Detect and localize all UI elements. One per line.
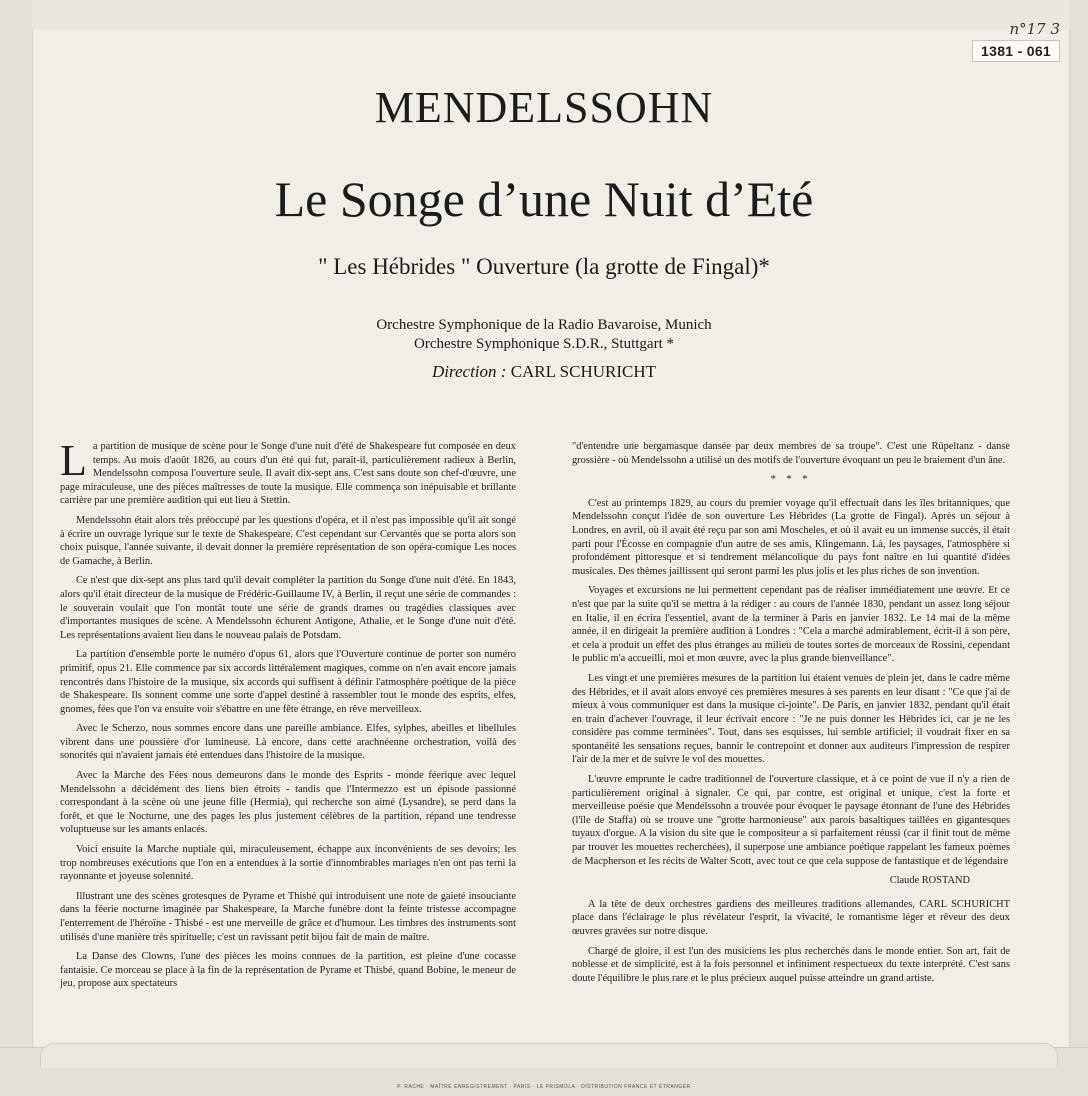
liner-paragraph: L'œuvre emprunte le cadre traditionnel de l'ouverture classique, et à ce point de vue il n'y a rien de particulièrement original à signaler. Ce qui, par contre, est original et unique, c'est la forte et merveilleuse poésie que Mendelssohn a trouvée pour évoquer le paysage étonnant de l'une des Hébrides (l'île de Staffa) où se trouve une "grotte harmonieuse" aux parois basaltiques taillées en gigantesques tuyaux d'orgue. A la vision du site que le compositeur a si parfaitement réussi (car il finit tout de même par trouver les mouettes recherchées), il superpose une ambiance poétique rappelant les fameux poèmes de Macpherson et les récits de Walter Scott, avec tout ce que cela suppose de fantastique et de légendaire xyxy=(572,774,1010,867)
orchestra-credits xyxy=(0,316,1088,354)
imprint-footer: P. RACHE · MAÎTRE ENREGISTREMENT · PARIS · LE PRISMOLA · DISTRIBUTION FRANCE ET ÉTRANGER xyxy=(397,1084,691,1090)
liner-paragraph: Les vingt et une premières mesures de la partition lui étaient venues de plein jet, dans le cadre même des Hébrides, et il avait alors envoyé ces premières mesures à ses parents en leur disant : "Ce que j'ai de mieux à vous communiquer est dans la musique ci-jointe". De Paris, en janvier 1832, pendant qu'il était en train d'achever l'ouvrage, il leur écrivait encore : "Je ne puis donner les Hébrides ici, car je ne les considère pas comme terminées". Tout, dans ses esquisses, lui semble artificiel; il voudrait fixer en sa spontanéité les sensations reçues, bannir le contrepoint et donner aux auditeurs l'impression de respirer l'air de la mer et de suivre le vol des mouettes. xyxy=(572,672,1010,766)
bio-paragraph: Chargé de gloire, il est l'un des musiciens les plus recherchés dans le monde entier. Son art, fait de noblesse et de simplicité, est à la fois personnel et infiniment respectueux du texte interprété. C'est sans doute l'équilibre le plus rare et le plus précieux auquel puisse atteindre un grand artiste. xyxy=(572,945,1010,984)
sleeve-right-edge xyxy=(1069,0,1088,1096)
sleeve-top-edge xyxy=(32,0,1070,30)
liner-paragraph: Voici ensuite la Marche nuptiale qui, miraculeusement, échappe aux inconvénients de ses devoirs; les trop nombreuses exécutions que l'on en a entendues à la sortie d'innombrables mariages n'en ont pas terni la rayonnante et joyeuse solennité. xyxy=(60,844,516,883)
handwritten-note: n°17 3 xyxy=(1009,20,1060,38)
liner-notes-right-column xyxy=(572,440,1010,1040)
liner-paragraph: "d'entendre une bergamasque dansée par deux membres de sa troupe". C'est une Rüpeltanz - danse grossière - où Mendelssohn a utilisé un des motifs de l'ouverture évoquant un peu le braiement d'un âne. xyxy=(572,441,1010,466)
liner-paragraph: Illustrant une des scènes grotesques de Pyrame et Thisbé qui introduisent une note de gaieté insouciante dans la féerie nocturne imaginée par Shakespeare, la Marche funèbre dont la feinte tristesse accompagne l'enterrement de l'héroïne - Thisbé - est une merveille de grâce et d'humour. Les timbres des instruments sont utilisés d'une manière très spirituelle; c'est un ravissant petit bijou fait de main de maître. xyxy=(60,890,516,943)
liner-paragraph: Voyages et excursions ne lui permettent cependant pas de réaliser immédiatement une œuvre. Et ce n'est que par la suite qu'il se mettra à la rédiger : au cours de l'année 1830, pendant un assez long séjour en Italie, il en écrira l'essentiel, avant de la terminer à Paris en janvier 1832. Le 14 mai de la même année, il en dirigeait la première audition à Londres : "Cela a marché admirablement, écrit-il à son père, et cela a produit un effet des plus étranges au milieu de toutes sortes de morceaux de Rossini, cependant le public m'a accueilli, moi et mon œuvre, avec la plus grande bienveillance". xyxy=(572,585,1010,665)
composer-name: MENDELSSOHN xyxy=(374,83,714,132)
orchestra-line-1: Orchestre Symphonique de la Radio Bavaroise, Munich xyxy=(376,317,712,333)
conductor-name: CARL SCHURICHT xyxy=(510,362,656,381)
liner-paragraph: La partition d'ensemble porte le numéro d'opus 61, alors que l'Ouverture continue de porter son numéro primitif, opus 21. Elle commence par six accords littéralement magiques, comme on n'en avait encore jamais rencontrés dans l'histoire de la musique, six accords qui suffisent à définir l'atmosphère poétique de la pièce de Shakespeare. Ils sonnent comme une sorte d'appel destiné à rassembler tout le monde des esprits, elfes, gnomes, fées que l'on va ensuite voir s'ébattre en une fête étrange, en rêve merveilleux. xyxy=(60,649,516,715)
liner-paragraph: Avec le Scherzo, nous sommes encore dans une pareille ambiance. Elfes, sylphes, abeilles et libellules vibrent dans une poussière d'or lumineuse. Là encore, dans cette arachnéenne orchestration, voilà des sonorités qui n'avaient jamais été entendues dans l'histoire de la musique. xyxy=(60,723,516,762)
liner-paragraph: Mendelssohn était alors très préoccupé par les questions d'opéra, et il n'est pas impossible qu'il ait songé à écrire un ouvrage lyrique sur le texte de Shakespeare. C'est cependant sur Cervantès que se porta alors son choix puisque, l'année suivante, il devait donner la première représentation de son opéra-comique Les noces de Gamache, à Berlin. xyxy=(60,514,516,567)
conductor-credit xyxy=(0,362,1088,382)
catalog-block xyxy=(972,20,1060,62)
work-title: Le Songe d’une Nuit d’Eté xyxy=(274,171,814,227)
catalog-number-label: 1381 - 061 xyxy=(972,40,1060,62)
liner-paragraph: La partition de musique de scène pour le Songe d'une nuit d'été de Shakespeare fut composée en deux temps. Au mois d'août 1826, au cours d'un été qui fut, paraît-il, particulièrement radieux à Berlin, Mendelssohn composa l'ouverture seule. Il avait dix-sept ans. C'est sans doute son chef-d'œuvre, une page miraculeuse, une des pièces maîtresses de toute la musique. Elle commença son inépuisable et brillante carrière par une première audition qui eut lieu à Stettin. xyxy=(60,440,516,507)
sleeve-left-edge xyxy=(0,0,33,1096)
work-subtitle: " Les Hébrides " Ouverture (la grotte de Fingal)* xyxy=(318,254,770,279)
liner-paragraph: La Danse des Clowns, l'une des pièces les moins connues de la partition, est pleine d'une cocasse fantaisie. Ce morceau se place à la fin de la représentation de Pyrame et Thisbé, quand Bobine, le meneur de jeu, propose aux spectateurs xyxy=(60,951,516,990)
liner-paragraph: C'est au printemps 1829, au cours du premier voyage qu'il effectuait dans les îles britanniques, que Mendelssohn conçut l'idée de son ouverture Les Hébrides (La grotte de Fingal). Après un séjour à Londres, en avril, où il avait été reçu par son ami Moscheles, et où il avait eu un immense succès, il était parti pour l'Écosse en compagnie d'un autre de ses amis, Klingemann. Là, les paysages, l'atmosphère si profondément pittoresque et si tendrement mélancolique du pays font naître en lui quantité d'idées musicales. Des thèmes jaillissent qui seront parmi les plus jolis et les plus riches de son invention. xyxy=(572,497,1010,577)
orchestra-line-2: Orchestre Symphonique S.D.R., Stuttgart * xyxy=(414,336,674,352)
sleeve-flap xyxy=(40,1043,1058,1068)
author-signature: Claude ROSTAND xyxy=(889,875,970,887)
direction-label: Direction : xyxy=(432,362,507,381)
liner-paragraph: Avec la Marche des Fées nous demeurons dans le monde des Esprits - monde féerique avec lequel Mendelssohn a décidément des liens bien étroits - tandis que l'Intermezzo est un épisode passionné correspondant à la scène où une jeune fille (Hermia), qui recherche son aimé (Lysandre), se perd dans la forêt, et que le Nocturne, une des pages les plus justement célèbres de la partition, répand une tendresse voluptueuse sur les amants enlacés. xyxy=(60,770,516,836)
section-separator: * * * xyxy=(770,474,812,486)
drop-cap: L xyxy=(60,440,87,485)
liner-paragraph: Ce n'est que dix-sept ans plus tard qu'il devait compléter la partition du Songe d'une nuit d'été. En 1843, alors qu'il était directeur de la musique de Frédéric-Guillaume IV, à Berlin, il reçut une série de commandes : le souverain voulait que l'on montât toute une série de grands drames ou tragédies classiques avec d'importantes musiques de scène. A Mendelssohn échurent Antigone, Athalie, et le Songe d'une nuit d'été. Les représentations avaient lieu dans le nouveau palais de Potsdam. xyxy=(60,575,516,641)
liner-notes-left-column xyxy=(60,440,516,1040)
bio-paragraph: A la tête de deux orchestres gardiens des meilleures traditions allemandes, CARL SCHURICHT place dans l'éclairage le plus révélateur l'esprit, la vivacité, le romantisme léger et rêveur des deux œuvres gravées sur notre disque. xyxy=(572,898,1010,937)
